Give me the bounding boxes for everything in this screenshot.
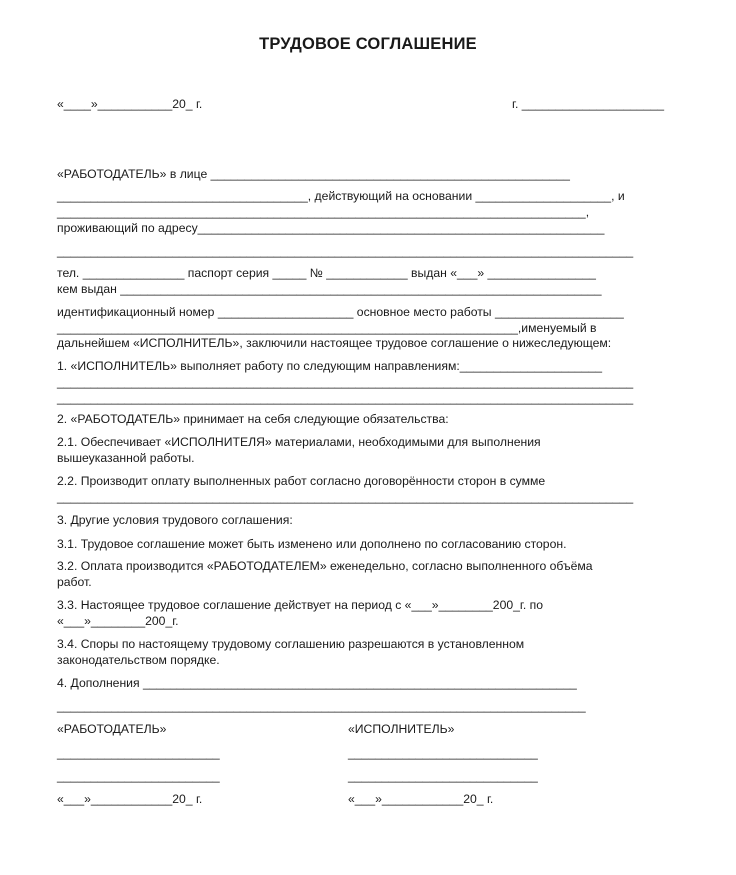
issued-by-line: кем выдан _______________________________________________________________________	[57, 282, 602, 296]
clause-3-2-cont: работ.	[57, 575, 92, 589]
executor-signature-blank: ____________________________	[348, 746, 538, 760]
clause-3: 3. Другие условия трудового соглашения:	[57, 513, 293, 527]
address-line: проживающий по адресу____________________________________________________________	[57, 221, 605, 235]
blank-line: _____________________________________________________________________________________	[57, 391, 634, 405]
named-line: ____________________________________________________________________,именуемый в	[57, 321, 597, 335]
clause-2: 2. «РАБОТОДАТЕЛЬ» принимает на себя следующие обязательства:	[57, 412, 449, 426]
employer-signature-date: «___»____________20_ г.	[57, 792, 203, 806]
clause-3-4-cont: законодательством порядке.	[57, 653, 220, 667]
employer-line: «РАБОТОДАТЕЛЬ» в лице _____________________________________________________	[57, 167, 570, 181]
document-title: ТРУДОВОЕ СОГЛАШЕНИЕ	[259, 35, 477, 53]
date-line: «____»___________20_ г.	[57, 97, 203, 111]
basis-line: _____________________________________, действующий на основании ____________________, и	[57, 189, 625, 203]
blank-line: _____________________________________________________________________________________	[57, 375, 634, 389]
clause-2-1-cont: вышеуказанной работы.	[57, 451, 195, 465]
blank-line: _____________________________________________________________________________________	[57, 490, 634, 504]
blank-line: ______________________________________________________________________________,	[57, 205, 590, 219]
clause-3-1: 3.1. Трудовое соглашение может быть изменено или дополнено по согласованию сторон.	[57, 537, 567, 551]
blank-line: _____________________________________________________________________________________	[57, 244, 634, 258]
employer-signature-blank: ________________________	[57, 769, 220, 783]
clause-3-3: 3.3. Настоящее трудовое соглашение действует на период с «___»________200_г. по	[57, 598, 544, 612]
clause-1: 1. «ИСПОЛНИТЕЛЬ» выполняет работу по следующим направлениям:_____________________	[57, 359, 603, 373]
clause-2-1: 2.1. Обеспечивает «ИСПОЛНИТЕЛЯ» материалами, необходимыми для выполнения	[57, 435, 541, 449]
id-number-line: идентификационный номер ____________________ основное место работы ___________________	[57, 305, 624, 319]
clause-3-2: 3.2. Оплата производится «РАБОТОДАТЕЛЕМ» еженедельно, согласно выполненного объёма	[57, 559, 593, 573]
phone-passport-line: тел. _______________ паспорт серия _____ № ____________ выдан «___» ________________	[57, 266, 596, 280]
concluded-line: дальнейшем «ИСПОЛНИТЕЛЬ», заключили настоящее трудовое соглашение о нижеследующем:	[57, 336, 612, 350]
clause-4: 4. Дополнения ________________________________________________________________	[57, 676, 577, 690]
blank-line: ______________________________________________________________________________	[57, 699, 586, 713]
clause-3-3-cont: «___»________200_г.	[57, 614, 179, 628]
executor-signature-blank: ____________________________	[348, 769, 538, 783]
clause-2-2: 2.2. Производит оплату выполненных работ согласно договорённости сторон в сумме	[57, 474, 546, 488]
city-line: г. _____________________	[512, 97, 665, 111]
executor-signature-date: «___»____________20_ г.	[348, 792, 494, 806]
executor-signature-label: «ИСПОЛНИТЕЛЬ»	[348, 722, 455, 736]
clause-3-4: 3.4. Споры по настоящему трудовому соглашению разрешаются в установленном	[57, 637, 525, 651]
employer-signature-label: «РАБОТОДАТЕЛЬ»	[57, 722, 167, 736]
employer-signature-blank: ________________________	[57, 746, 220, 760]
